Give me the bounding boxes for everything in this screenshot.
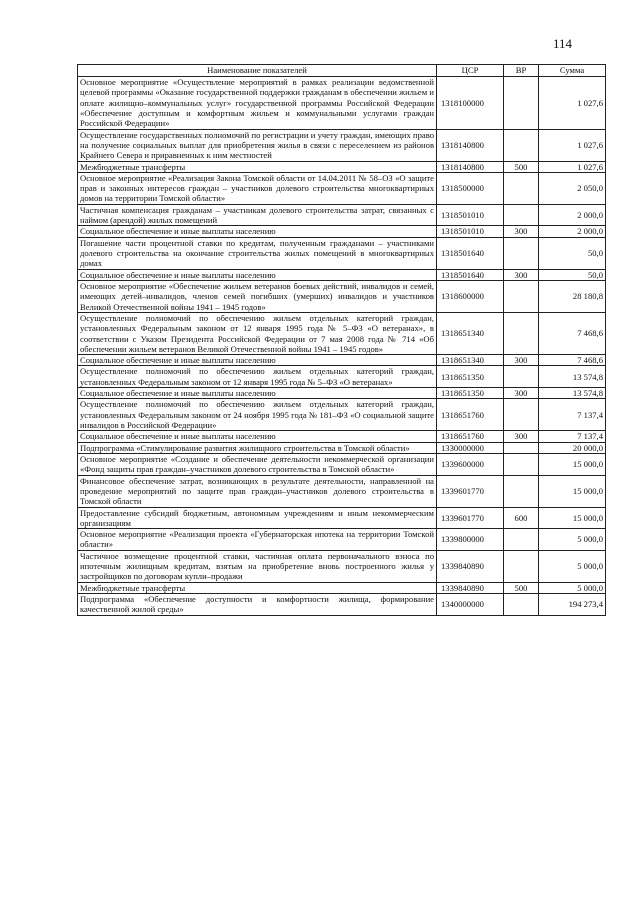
row-sum: 2 000,0	[539, 204, 606, 226]
row-csr: 1339601770	[437, 475, 504, 507]
row-vr	[504, 172, 539, 204]
row-name: Осуществление полномочий по обеспечению жильем отдельных категорий граждан, установленных Федеральным законом от 12 января 1995 года № 5–ФЗ «О ветеранах», в соответствии с Указом Президента Российской Федерации от 7 мая 2008 года № 714 «Об обеспечении жильем ветеранов Великой Отечественной войны 1941 – 1945 годов»	[78, 312, 437, 354]
table-body	[78, 77, 606, 616]
table-row	[78, 161, 606, 172]
row-vr	[504, 280, 539, 312]
row-name: Подпрограмма «Обеспечение доступности и комфортности жилища, формирование качественной жилой среды»	[78, 594, 437, 616]
row-name: Социальное обеспечение и иные выплаты населению	[78, 269, 437, 280]
budget-table	[77, 64, 606, 616]
row-sum: 13 574,8	[539, 366, 606, 388]
row-csr: 1339601770	[437, 507, 504, 529]
row-vr: 300	[504, 355, 539, 366]
table-row	[78, 204, 606, 226]
row-csr: 1318140800	[437, 129, 504, 161]
row-vr	[504, 442, 539, 453]
header-csr: ЦСР	[437, 65, 504, 77]
row-vr	[504, 312, 539, 354]
row-csr: 1318600000	[437, 280, 504, 312]
row-name: Социальное обеспечение и иные выплаты населению	[78, 431, 437, 442]
table-row	[78, 366, 606, 388]
row-sum: 7 468,6	[539, 355, 606, 366]
row-vr	[504, 453, 539, 475]
row-vr	[504, 237, 539, 269]
row-vr: 600	[504, 507, 539, 529]
row-name: Осуществление государственных полномочий по регистрации и учету граждан, имеющих право на получение социальных выплат для приобретения жилья в связи с переселением из районов Крайнего Севера и приравненных к ним местностей	[78, 129, 437, 161]
row-vr	[504, 594, 539, 616]
table-row	[78, 399, 606, 431]
row-name: Социальное обеспечение и иные выплаты населению	[78, 226, 437, 237]
row-csr: 1339840890	[437, 582, 504, 593]
table-row	[78, 529, 606, 551]
row-vr: 300	[504, 388, 539, 399]
row-sum: 2 000,0	[539, 226, 606, 237]
table-row	[78, 355, 606, 366]
row-name: Финансовое обеспечение затрат, возникающих в результате деятельности, направленной на проведение мероприятий по защите прав граждан–участников долевого строительства в Томской области	[78, 475, 437, 507]
row-name: Осуществление полномочий по обеспечению жильем отдельных категорий граждан, установленных Федеральным законом от 24 ноября 1995 года № 181–ФЗ «О социальной защите инвалидов в Российской Федерации»	[78, 399, 437, 431]
table-row	[78, 280, 606, 312]
row-vr	[504, 550, 539, 582]
row-csr: 1318140800	[437, 161, 504, 172]
row-csr: 1318500000	[437, 172, 504, 204]
row-vr: 500	[504, 582, 539, 593]
row-name: Частичное возмещение процентной ставки, частичная оплата первоначального взноса по ипотечным жилищным кредитам, взятым на приобретение вновь построенного жилья у застройщиков по договорам купли–продажи	[78, 550, 437, 582]
row-vr	[504, 129, 539, 161]
row-csr: 1318651350	[437, 388, 504, 399]
row-vr: 500	[504, 161, 539, 172]
row-csr: 1318651340	[437, 355, 504, 366]
row-csr: 1318651340	[437, 312, 504, 354]
row-csr: 1318651760	[437, 431, 504, 442]
row-csr: 1339800000	[437, 529, 504, 551]
table-row	[78, 269, 606, 280]
row-name: Осуществление полномочий по обеспечению жильем отдельных категорий граждан, установленных Федеральным законом от 12 января 1995 года № 5–ФЗ «О ветеранах»	[78, 366, 437, 388]
row-sum: 5 000,0	[539, 529, 606, 551]
row-name: Частичная компенсация гражданам – участникам долевого строительства затрат, связанных с наймом (арендой) жилых помещений	[78, 204, 437, 226]
row-sum: 50,0	[539, 237, 606, 269]
row-name: Социальное обеспечение и иные выплаты населению	[78, 355, 437, 366]
row-csr: 1318501010	[437, 226, 504, 237]
row-sum: 50,0	[539, 269, 606, 280]
table-row	[78, 172, 606, 204]
row-sum: 194 273,4	[539, 594, 606, 616]
row-vr	[504, 204, 539, 226]
row-sum: 5 000,0	[539, 582, 606, 593]
row-csr: 1330000000	[437, 442, 504, 453]
row-vr	[504, 77, 539, 130]
row-name: Основное мероприятие «Реализация проекта «Губернаторская ипотека на территории Томской области»	[78, 529, 437, 551]
row-csr: 1318501640	[437, 269, 504, 280]
row-sum: 2 050,0	[539, 172, 606, 204]
row-vr: 300	[504, 269, 539, 280]
header-name: Наименование показателей	[78, 65, 437, 77]
table-row	[78, 550, 606, 582]
row-sum: 7 468,6	[539, 312, 606, 354]
row-csr: 1339840890	[437, 550, 504, 582]
row-sum: 15 000,0	[539, 475, 606, 507]
row-sum: 7 137,4	[539, 399, 606, 431]
row-name: Межбюджетные трансферты	[78, 582, 437, 593]
table-header-row	[78, 65, 606, 77]
table-row	[78, 507, 606, 529]
row-name: Подпрограмма «Стимулирование развития жилищного строительства в Томской области»	[78, 442, 437, 453]
table-row	[78, 312, 606, 354]
row-csr: 1340000000	[437, 594, 504, 616]
row-vr: 300	[504, 226, 539, 237]
table-row	[78, 237, 606, 269]
row-vr	[504, 475, 539, 507]
row-sum: 1 027,6	[539, 129, 606, 161]
row-name: Основное мероприятие «Реализация Закона Томской области от 14.04.2011 № 58–ОЗ «О защите прав и законных интересов граждан – участников долевого строительства многоквартирных домов на территории Томской области»	[78, 172, 437, 204]
row-sum: 15 000,0	[539, 453, 606, 475]
row-name: Предоставление субсидий бюджетным, автономным учреждениям и иным некоммерческим организациям	[78, 507, 437, 529]
row-vr: 300	[504, 431, 539, 442]
row-sum: 7 137,4	[539, 431, 606, 442]
table-row	[78, 442, 606, 453]
row-name: Погашение части процентной ставки по кредитам, полученным гражданами – участниками долевого строительства на окончание строительства жилых помещений в многоквартирных домах	[78, 237, 437, 269]
table-row	[78, 129, 606, 161]
table-row	[78, 475, 606, 507]
row-name: Социальное обеспечение и иные выплаты населению	[78, 388, 437, 399]
header-vr: ВР	[504, 65, 539, 77]
row-sum: 1 027,6	[539, 161, 606, 172]
table-row	[78, 388, 606, 399]
row-vr	[504, 399, 539, 431]
row-csr: 1339600000	[437, 453, 504, 475]
row-csr: 1318651350	[437, 366, 504, 388]
table-row	[78, 431, 606, 442]
row-csr: 1318100000	[437, 77, 504, 130]
table-row	[78, 226, 606, 237]
row-name: Основное мероприятие «Осуществление мероприятий в рамках реализации ведомственной целевой программы «Оказание государственной поддержки гражданам в обеспечении жильем и оплате жилищно–коммунальных услуг» государственной программы Российской Федерации «Обеспечение доступным и комфортным жильем и коммунальными услугами граждан Российской Федерации»	[78, 77, 437, 130]
table-row	[78, 594, 606, 616]
table-row	[78, 453, 606, 475]
table-row	[78, 77, 606, 130]
row-vr	[504, 529, 539, 551]
row-sum: 13 574,8	[539, 388, 606, 399]
row-csr: 1318651760	[437, 399, 504, 431]
row-vr	[504, 366, 539, 388]
row-csr: 1318501640	[437, 237, 504, 269]
row-sum: 20 000,0	[539, 442, 606, 453]
row-sum: 1 027,6	[539, 77, 606, 130]
row-name: Основное мероприятие «Создание и обеспечение деятельности некоммерческой организации «Фонд защиты прав граждан–участников долевого строительства в Томской области»	[78, 453, 437, 475]
header-sum: Сумма	[539, 65, 606, 77]
row-name: Межбюджетные трансферты	[78, 161, 437, 172]
table-row	[78, 582, 606, 593]
row-sum: 15 000,0	[539, 507, 606, 529]
row-name: Основное мероприятие «Обеспечение жильем ветеранов боевых действий, инвалидов и семей, имеющих детей–инвалидов, членов семей погибших (умерших) инвалидов и участников Великой Отечественной войны 1941 – 1945 годов»	[78, 280, 437, 312]
row-csr: 1318501010	[437, 204, 504, 226]
page-number: 114	[553, 36, 573, 51]
row-sum: 5 000,0	[539, 550, 606, 582]
row-sum: 28 180,8	[539, 280, 606, 312]
